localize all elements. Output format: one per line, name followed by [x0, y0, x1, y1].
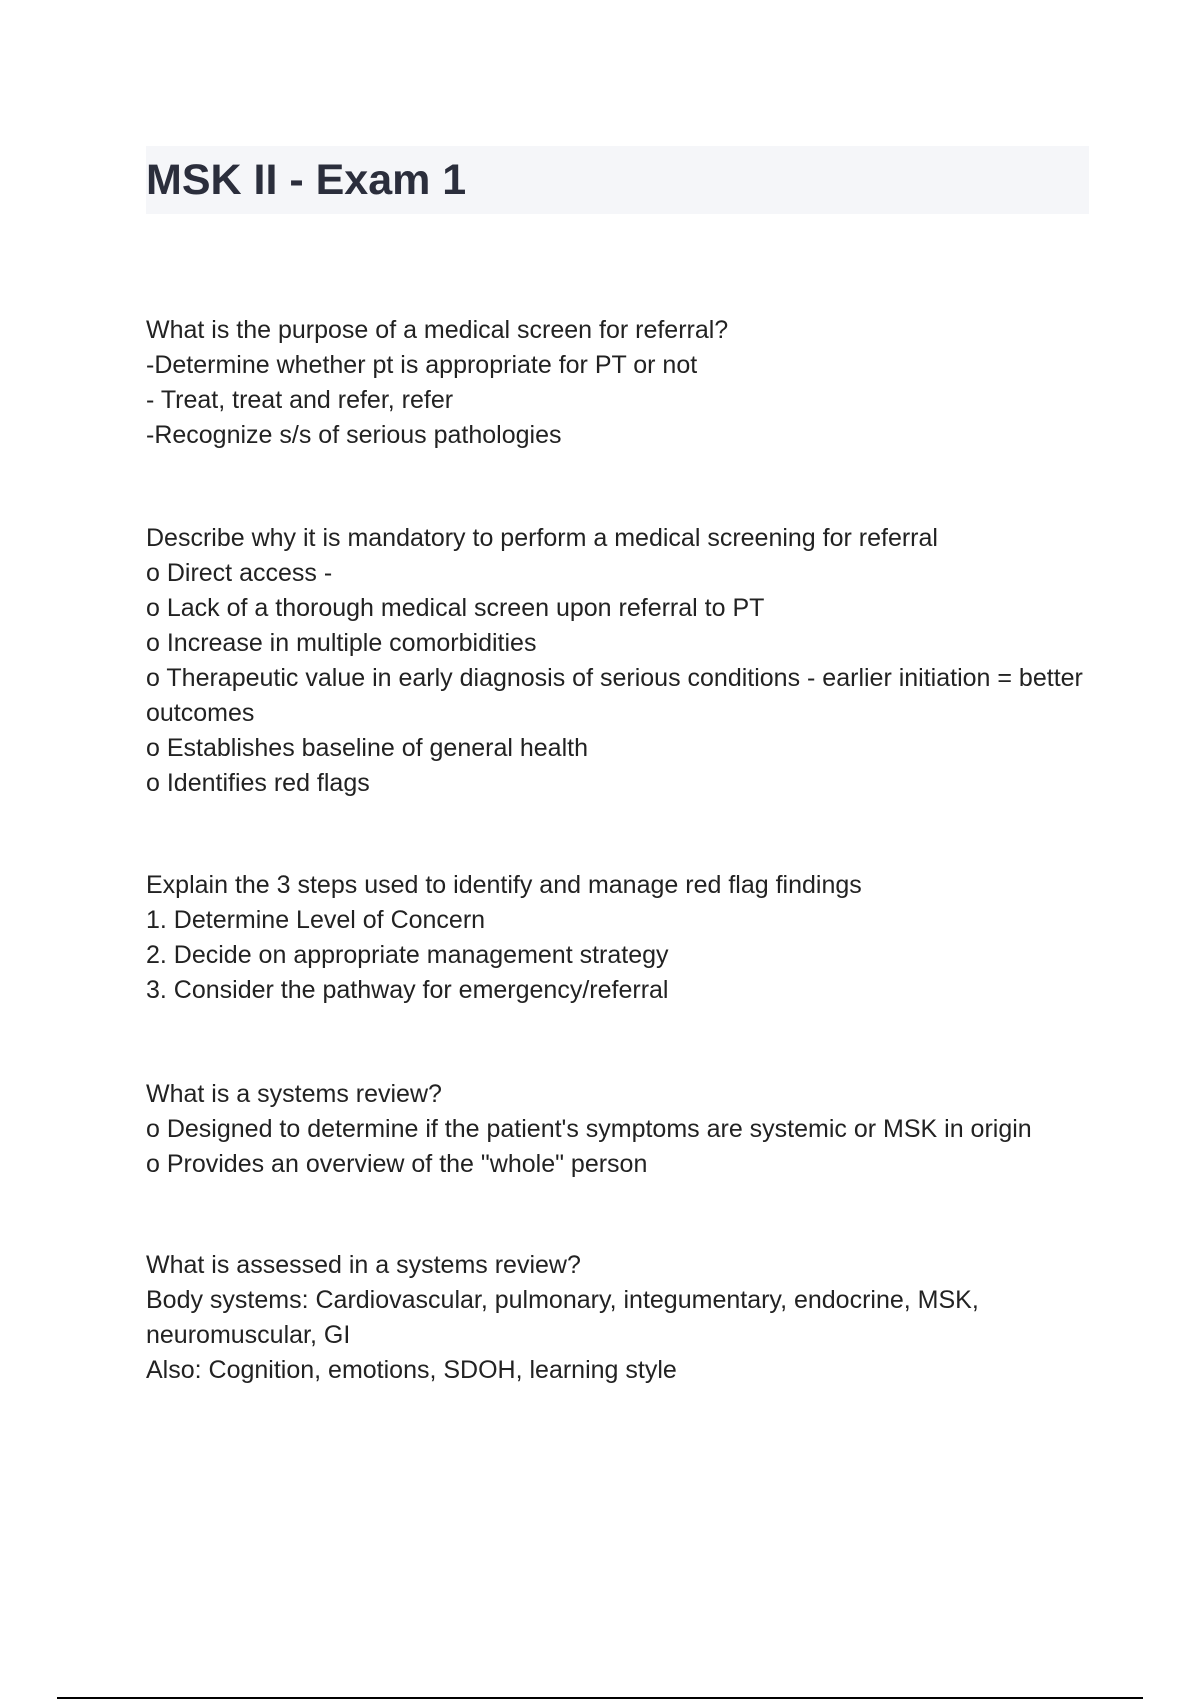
answer-2-line-4: o Therapeutic value in early diagnosis of serious conditions - earlier initiation = better outcomes: [146, 664, 1083, 727]
question-3: Explain the 3 steps used to identify and manage red flag findings: [146, 871, 862, 899]
qa-card-4: [146, 1077, 1086, 1182]
qa-card-1: [146, 313, 1086, 453]
answer-3-line-1: 1. Determine Level of Concern: [146, 906, 486, 934]
question-4: What is a systems review?: [146, 1080, 442, 1108]
answer-5-line-2: Also: Cognition, emotions, SDOH, learning style: [146, 1356, 677, 1384]
answer-4-line-2: o Provides an overview of the "whole" person: [146, 1150, 648, 1178]
title-bar: [146, 146, 1089, 214]
document-title: MSK II - Exam 1: [146, 156, 467, 204]
answer-2-line-2: o Lack of a thorough medical screen upon referral to PT: [146, 594, 765, 622]
answer-3-line-2: 2. Decide on appropriate management strategy: [146, 941, 669, 969]
answer-4-line-1: o Designed to determine if the patient's symptoms are systemic or MSK in origin: [146, 1115, 1032, 1143]
answer-1-line-1: -Determine whether pt is appropriate for PT or not: [146, 351, 698, 379]
answer-2-line-1: o Direct access -: [146, 559, 333, 587]
qa-card-5: [146, 1248, 1086, 1388]
answer-3-line-3: 3. Consider the pathway for emergency/referral: [146, 976, 669, 1004]
answer-2-line-5: o Establishes baseline of general health: [146, 734, 588, 762]
footer-divider: [57, 1697, 1143, 1699]
answer-5-line-1: Body systems: Cardiovascular, pulmonary, integumentary, endocrine, MSK, neuromuscular, GI: [146, 1286, 979, 1349]
question-1: What is the purpose of a medical screen for referral?: [146, 316, 729, 344]
answer-2-line-6: o Identifies red flags: [146, 769, 370, 797]
answer-1-line-2: - Treat, treat and refer, refer: [146, 386, 454, 414]
question-2: Describe why it is mandatory to perform a medical screening for referral: [146, 524, 938, 552]
answer-2-line-3: o Increase in multiple comorbidities: [146, 629, 537, 657]
question-5: What is assessed in a systems review?: [146, 1251, 581, 1279]
answer-1-line-3: -Recognize s/s of serious pathologies: [146, 421, 562, 449]
qa-card-3: [146, 868, 1086, 1008]
qa-card-2: [146, 521, 1086, 801]
